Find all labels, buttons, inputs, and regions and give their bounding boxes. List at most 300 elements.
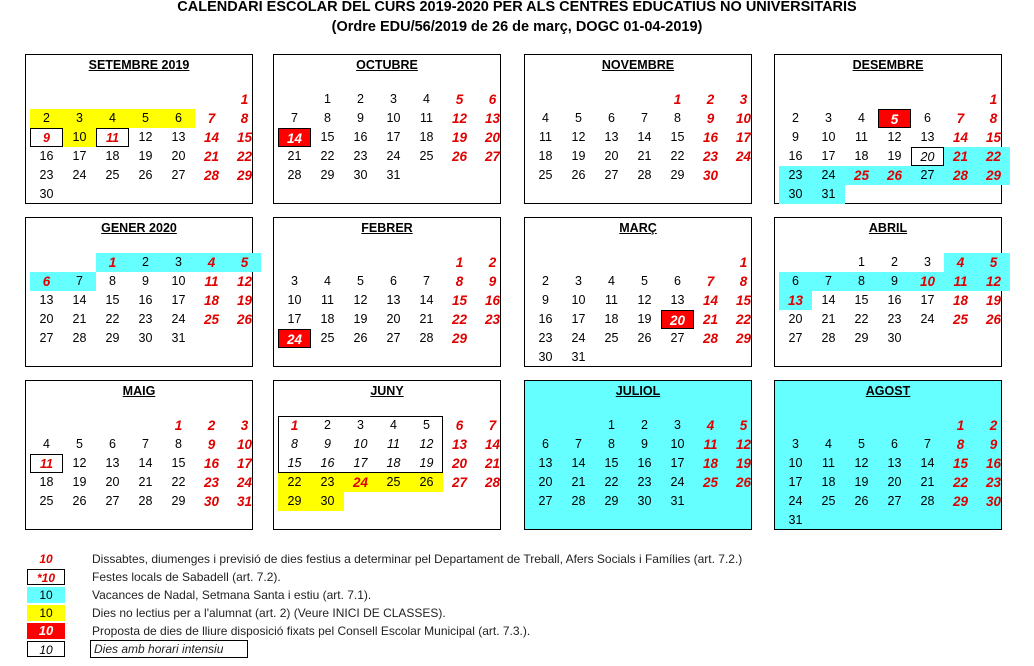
day-cell: 27 (911, 166, 944, 185)
day-cell: 22 (735, 312, 752, 327)
day-cell: 7 (641, 111, 648, 125)
day-cell: 23 (484, 312, 501, 327)
day-cell: 19 (451, 130, 468, 145)
day-cell: 12 (236, 274, 253, 289)
day-cell: 15 (854, 293, 869, 307)
day-cell: 13 (670, 293, 685, 307)
day-cell: 26 (735, 475, 752, 490)
day-cell: 1 (290, 418, 299, 433)
day-cell: 26 (72, 494, 87, 508)
day-cell: 23 (985, 475, 1002, 490)
day-cell: 11 (96, 128, 129, 147)
day-cell: 18 (604, 312, 619, 326)
day-cell: 6 (674, 274, 681, 288)
day-cell: 22 (105, 312, 120, 326)
day-cell: 15 (451, 293, 468, 308)
day-cell: 28 (821, 331, 836, 345)
day-cell: 9 (488, 274, 497, 289)
day-cell: 19 (419, 456, 434, 470)
day-cell: 24 (72, 168, 87, 182)
day-cell: 4 (608, 274, 615, 288)
day-cell: 15 (105, 293, 120, 307)
day-cell: 10 (63, 128, 96, 147)
day-cell: 2 (129, 253, 162, 272)
day-cell: 14 (138, 456, 153, 470)
month-2 (524, 54, 752, 204)
day-cell: 16 (538, 312, 553, 326)
month-name: JUNY (370, 384, 404, 398)
day-cell: 2 (706, 92, 715, 107)
day-cell: 19 (72, 475, 87, 489)
day-cell: 16 (320, 456, 335, 470)
day-cell: 2 (357, 92, 364, 106)
day-cell: 21 (571, 475, 586, 489)
day-cell: 26 (571, 168, 586, 182)
day-cell: 3 (162, 253, 195, 272)
day-cell: 2 (989, 418, 998, 433)
day-cell: 4 (542, 111, 549, 125)
day-cell: 28 (138, 494, 153, 508)
month-7 (774, 217, 1002, 367)
day-cell: 14 (821, 293, 836, 307)
day-cell: 26 (451, 149, 468, 164)
day-cell: 5 (423, 418, 430, 432)
day-cell: 29 (977, 166, 1010, 185)
month-4 (25, 217, 253, 367)
day-cell: 6 (488, 92, 497, 107)
day-cell: 29 (171, 494, 186, 508)
day-cell: 17 (821, 149, 836, 163)
calendar-title: CALENDARI ESCOLAR DEL CURS 2019-2020 PER ALS CENTRES EDUCATIUS NO UNIVERSITARIS (177, 0, 857, 15)
month-name: ABRIL (868, 221, 908, 235)
day-cell: 8 (674, 111, 681, 125)
day-cell: 18 (702, 456, 719, 471)
day-cell: 2 (488, 255, 497, 270)
day-cell: 3 (739, 92, 748, 107)
day-cell: 26 (854, 494, 869, 508)
day-cell: 14 (278, 128, 311, 147)
day-cell: 3 (674, 418, 681, 432)
day-cell: 25 (845, 166, 878, 185)
day-cell: 29 (451, 331, 468, 346)
day-cell: 9 (878, 272, 911, 291)
day-cell: 30 (637, 494, 652, 508)
month-name: SETEMBRE 2019 (88, 58, 190, 72)
day-cell: 17 (735, 130, 752, 145)
day-cell: 8 (845, 272, 878, 291)
day-cell: 8 (109, 274, 116, 288)
day-cell: 19 (138, 149, 153, 163)
day-cell: 14 (637, 130, 652, 144)
day-cell: 29 (670, 168, 685, 182)
day-cell: 25 (538, 168, 553, 182)
day-cell: 30 (779, 185, 812, 204)
day-cell: 13 (538, 456, 553, 470)
month-5 (273, 217, 501, 367)
day-cell: 10 (571, 293, 586, 307)
day-cell: 24 (812, 166, 845, 185)
day-cell: 3 (240, 418, 249, 433)
day-cell: 6 (779, 272, 812, 291)
day-cell: 9 (357, 111, 364, 125)
day-cell: 24 (386, 149, 401, 163)
day-cell: 18 (203, 293, 220, 308)
day-cell: 1 (174, 418, 183, 433)
day-cell: 13 (451, 437, 468, 452)
day-cell: 1 (673, 92, 682, 107)
day-cell: 7 (63, 272, 96, 291)
day-cell: 4 (825, 437, 832, 451)
day-cell: 24 (788, 494, 803, 508)
month-name: OCTUBRE (356, 58, 418, 72)
day-cell: 21 (944, 147, 977, 166)
day-cell: 7 (575, 437, 582, 451)
day-cell: 15 (735, 293, 752, 308)
day-cell: 27 (386, 331, 401, 345)
day-cell: 21 (702, 312, 719, 327)
day-cell: 18 (386, 456, 401, 470)
day-cell: 21 (637, 149, 652, 163)
day-cell: 13 (171, 130, 186, 144)
month-6 (524, 217, 752, 367)
day-cell: 5 (357, 274, 364, 288)
day-cell: 1 (324, 92, 331, 106)
day-cell: 5 (76, 437, 83, 451)
day-cell: 27 (39, 331, 54, 345)
day-cell: 17 (236, 456, 253, 471)
day-cell: 9 (207, 437, 216, 452)
day-cell: 20 (538, 475, 553, 489)
day-cell: 4 (324, 274, 331, 288)
day-cell: 18 (538, 149, 553, 163)
day-cell: 29 (735, 331, 752, 346)
day-cell: 14 (952, 130, 969, 145)
day-cell: 27 (171, 168, 186, 182)
legend-swatch: *10 (27, 569, 65, 585)
day-cell: 16 (702, 130, 719, 145)
legend-text: Proposta de dies de lliure disposició fixats pel Consell Escolar Municipal (art. 7.3.). (92, 624, 531, 638)
day-cell: 12 (353, 293, 368, 307)
day-cell: 24 (236, 475, 253, 490)
day-cell: 14 (702, 293, 719, 308)
month-11 (774, 380, 1002, 530)
day-cell: 20 (484, 130, 501, 145)
day-cell: 13 (920, 130, 935, 144)
day-cell: 21 (419, 312, 434, 326)
day-cell: 8 (455, 274, 464, 289)
day-cell: 25 (320, 331, 335, 345)
day-cell: 4 (43, 437, 50, 451)
day-cell: 13 (39, 293, 54, 307)
day-cell: 17 (670, 456, 685, 470)
day-cell: 6 (390, 274, 397, 288)
day-cell: 7 (423, 274, 430, 288)
day-cell: 7 (488, 418, 497, 433)
day-cell: 21 (287, 149, 302, 163)
day-cell: 20 (604, 149, 619, 163)
day-cell: 13 (105, 456, 120, 470)
day-cell: 15 (985, 130, 1002, 145)
day-cell: 31 (236, 494, 253, 509)
day-cell: 7 (706, 274, 715, 289)
day-cell: 18 (952, 293, 969, 308)
day-cell: 16 (484, 293, 501, 308)
day-cell: 31 (812, 185, 845, 204)
day-cell: 22 (670, 149, 685, 163)
day-cell: 6 (891, 437, 898, 451)
day-cell: 5 (739, 418, 748, 433)
day-cell: 24 (920, 312, 935, 326)
day-cell: 30 (39, 187, 54, 201)
day-cell: 2 (542, 274, 549, 288)
day-cell: 12 (451, 111, 468, 126)
day-cell: 7 (291, 111, 298, 125)
day-cell: 9 (542, 293, 549, 307)
day-cell: 6 (109, 437, 116, 451)
month-name: NOVEMBRE (601, 58, 675, 72)
day-cell: 22 (977, 147, 1010, 166)
day-cell: 16 (203, 456, 220, 471)
month-name: MAIG (122, 384, 156, 398)
day-cell: 2 (641, 418, 648, 432)
day-cell: 4 (195, 253, 228, 272)
day-cell: 23 (39, 168, 54, 182)
day-cell: 1 (608, 418, 615, 432)
day-cell: 23 (138, 312, 153, 326)
day-cell: 5 (977, 253, 1010, 272)
day-cell: 11 (539, 130, 552, 144)
day-cell: 1 (96, 253, 129, 272)
legend-text: Dissabtes, diumenges i previsió de dies festius a determinar pel Departament de Treball, Afers Socials i Famílies (art. 7.2.) (92, 552, 743, 566)
day-cell: 6 (455, 418, 464, 433)
day-cell: 10 (735, 111, 752, 126)
day-cell: 31 (171, 331, 186, 345)
day-cell: 21 (72, 312, 87, 326)
day-cell: 13 (484, 111, 501, 126)
day-cell: 1 (989, 92, 998, 107)
day-cell: 27 (451, 475, 468, 490)
day-cell: 2 (324, 418, 331, 432)
day-cell: 16 (39, 149, 54, 163)
day-cell: 26 (410, 473, 443, 492)
day-cell: 21 (821, 312, 836, 326)
day-cell: 20 (451, 456, 468, 471)
day-cell: 11 (420, 111, 433, 125)
day-cell: 4 (858, 111, 865, 125)
day-cell: 18 (39, 475, 54, 489)
day-cell: 23 (203, 475, 220, 490)
day-cell: 12 (571, 130, 586, 144)
day-cell: 26 (878, 166, 911, 185)
day-cell: 6 (608, 111, 615, 125)
day-cell: 26 (985, 312, 1002, 327)
day-cell: 23 (353, 149, 368, 163)
day-cell: 2 (30, 109, 63, 128)
day-cell: 27 (538, 494, 553, 508)
day-cell: 27 (788, 331, 803, 345)
day-cell: 7 (207, 111, 216, 126)
day-cell: 14 (484, 437, 501, 452)
day-cell: 24 (171, 312, 186, 326)
month-8 (25, 380, 253, 530)
day-cell: 19 (854, 475, 869, 489)
day-cell: 20 (788, 312, 803, 326)
day-cell: 14 (419, 293, 434, 307)
day-cell: 18 (419, 130, 434, 144)
month-9 (273, 380, 501, 530)
day-cell: 10 (287, 293, 302, 307)
day-cell: 15 (320, 130, 335, 144)
day-cell: 19 (236, 293, 253, 308)
day-cell: 24 (344, 473, 377, 492)
day-cell: 31 (670, 494, 685, 508)
day-cell: 12 (637, 293, 652, 307)
month-name: JULIOL (615, 384, 661, 398)
day-cell: 30 (311, 492, 344, 511)
month-name: AGOST (865, 384, 911, 398)
day-cell: 23 (637, 475, 652, 489)
day-cell: 19 (735, 456, 752, 471)
day-cell: 13 (604, 130, 619, 144)
day-cell: 8 (324, 111, 331, 125)
day-cell: 11 (822, 456, 835, 470)
day-cell: 29 (952, 494, 969, 509)
day-cell: 24 (670, 475, 685, 489)
day-cell: 18 (320, 312, 335, 326)
day-cell: 6 (162, 109, 195, 128)
day-cell: 25 (377, 473, 410, 492)
day-cell: 11 (30, 454, 63, 473)
day-cell: 17 (287, 312, 302, 326)
day-cell: 10 (236, 437, 253, 452)
day-cell: 2 (891, 255, 898, 269)
day-cell: 9 (792, 130, 799, 144)
day-cell: 29 (854, 331, 869, 345)
day-cell: 12 (419, 437, 434, 451)
day-cell: 21 (203, 149, 220, 164)
day-cell: 28 (287, 168, 302, 182)
day-cell: 22 (451, 312, 468, 327)
day-cell: 17 (788, 475, 803, 489)
day-cell: 12 (138, 130, 153, 144)
day-cell: 16 (887, 293, 902, 307)
day-cell: 23 (311, 473, 344, 492)
day-cell: 8 (989, 111, 998, 126)
day-cell: 11 (855, 130, 868, 144)
day-cell: 9 (641, 437, 648, 451)
day-cell: 20 (105, 475, 120, 489)
day-cell: 5 (228, 253, 261, 272)
day-cell: 17 (571, 312, 586, 326)
day-cell: 11 (387, 437, 400, 451)
day-cell: 28 (203, 168, 220, 183)
day-cell: 10 (353, 437, 368, 451)
day-cell: 29 (320, 168, 335, 182)
day-cell: 25 (39, 494, 54, 508)
day-cell: 20 (39, 312, 54, 326)
day-cell: 21 (484, 456, 501, 471)
day-cell: 30 (887, 331, 902, 345)
day-cell: 27 (887, 494, 902, 508)
day-cell: 9 (324, 437, 331, 451)
day-cell: 20 (661, 310, 694, 329)
day-cell: 28 (484, 475, 501, 490)
day-cell: 7 (956, 111, 965, 126)
day-cell: 18 (105, 149, 120, 163)
day-cell: 15 (287, 456, 302, 470)
day-cell: 27 (484, 149, 501, 164)
day-cell: 5 (641, 274, 648, 288)
day-cell: 17 (72, 149, 87, 163)
day-cell: 10 (788, 456, 803, 470)
day-cell: 18 (854, 149, 869, 163)
day-cell: 22 (236, 149, 253, 164)
day-cell: 4 (706, 418, 715, 433)
day-cell: 20 (911, 147, 944, 166)
day-cell: 24 (278, 329, 311, 348)
day-cell: 21 (920, 475, 935, 489)
day-cell: 4 (96, 109, 129, 128)
day-cell: 13 (779, 291, 812, 310)
day-cell: 14 (203, 130, 220, 145)
day-cell: 24 (735, 149, 752, 164)
day-cell: 4 (390, 418, 397, 432)
day-cell: 8 (240, 111, 249, 126)
day-cell: 10 (670, 437, 685, 451)
day-cell: 28 (944, 166, 977, 185)
day-cell: 28 (72, 331, 87, 345)
month-name: MARÇ (619, 221, 657, 235)
day-cell: 3 (390, 92, 397, 106)
day-cell: 3 (291, 274, 298, 288)
day-cell: 10 (911, 272, 944, 291)
day-cell: 11 (703, 437, 718, 452)
day-cell: 23 (887, 312, 902, 326)
day-cell: 10 (171, 274, 186, 288)
month-name: DESEMBRE (852, 58, 924, 72)
day-cell: 28 (419, 331, 434, 345)
day-cell: 7 (142, 437, 149, 451)
day-cell: 20 (171, 149, 186, 163)
day-cell: 4 (423, 92, 430, 106)
day-cell: 11 (944, 272, 977, 291)
day-cell: 15 (670, 130, 685, 144)
day-cell: 5 (878, 109, 911, 128)
day-cell: 2 (207, 418, 216, 433)
day-cell: 4 (944, 253, 977, 272)
day-cell: 30 (138, 331, 153, 345)
day-cell: 31 (571, 350, 586, 364)
month-0 (25, 54, 253, 204)
day-cell: 31 (788, 513, 803, 527)
day-cell: 16 (637, 456, 652, 470)
day-cell: 21 (138, 475, 153, 489)
day-cell: 13 (887, 456, 902, 470)
day-cell: 8 (291, 437, 298, 451)
day-cell: 15 (236, 130, 253, 145)
day-cell: 22 (604, 475, 619, 489)
day-cell: 25 (105, 168, 120, 182)
day-cell: 25 (702, 475, 719, 490)
day-cell: 11 (204, 274, 219, 289)
calendar-subtitle: (Ordre EDU/56/2019 de 26 de març, DOGC 01-04-2019) (331, 19, 703, 35)
day-cell: 27 (604, 168, 619, 182)
day-cell: 5 (129, 109, 162, 128)
day-cell: 18 (821, 475, 836, 489)
day-cell: 3 (575, 274, 582, 288)
day-cell: 26 (637, 331, 652, 345)
day-cell: 14 (72, 293, 87, 307)
